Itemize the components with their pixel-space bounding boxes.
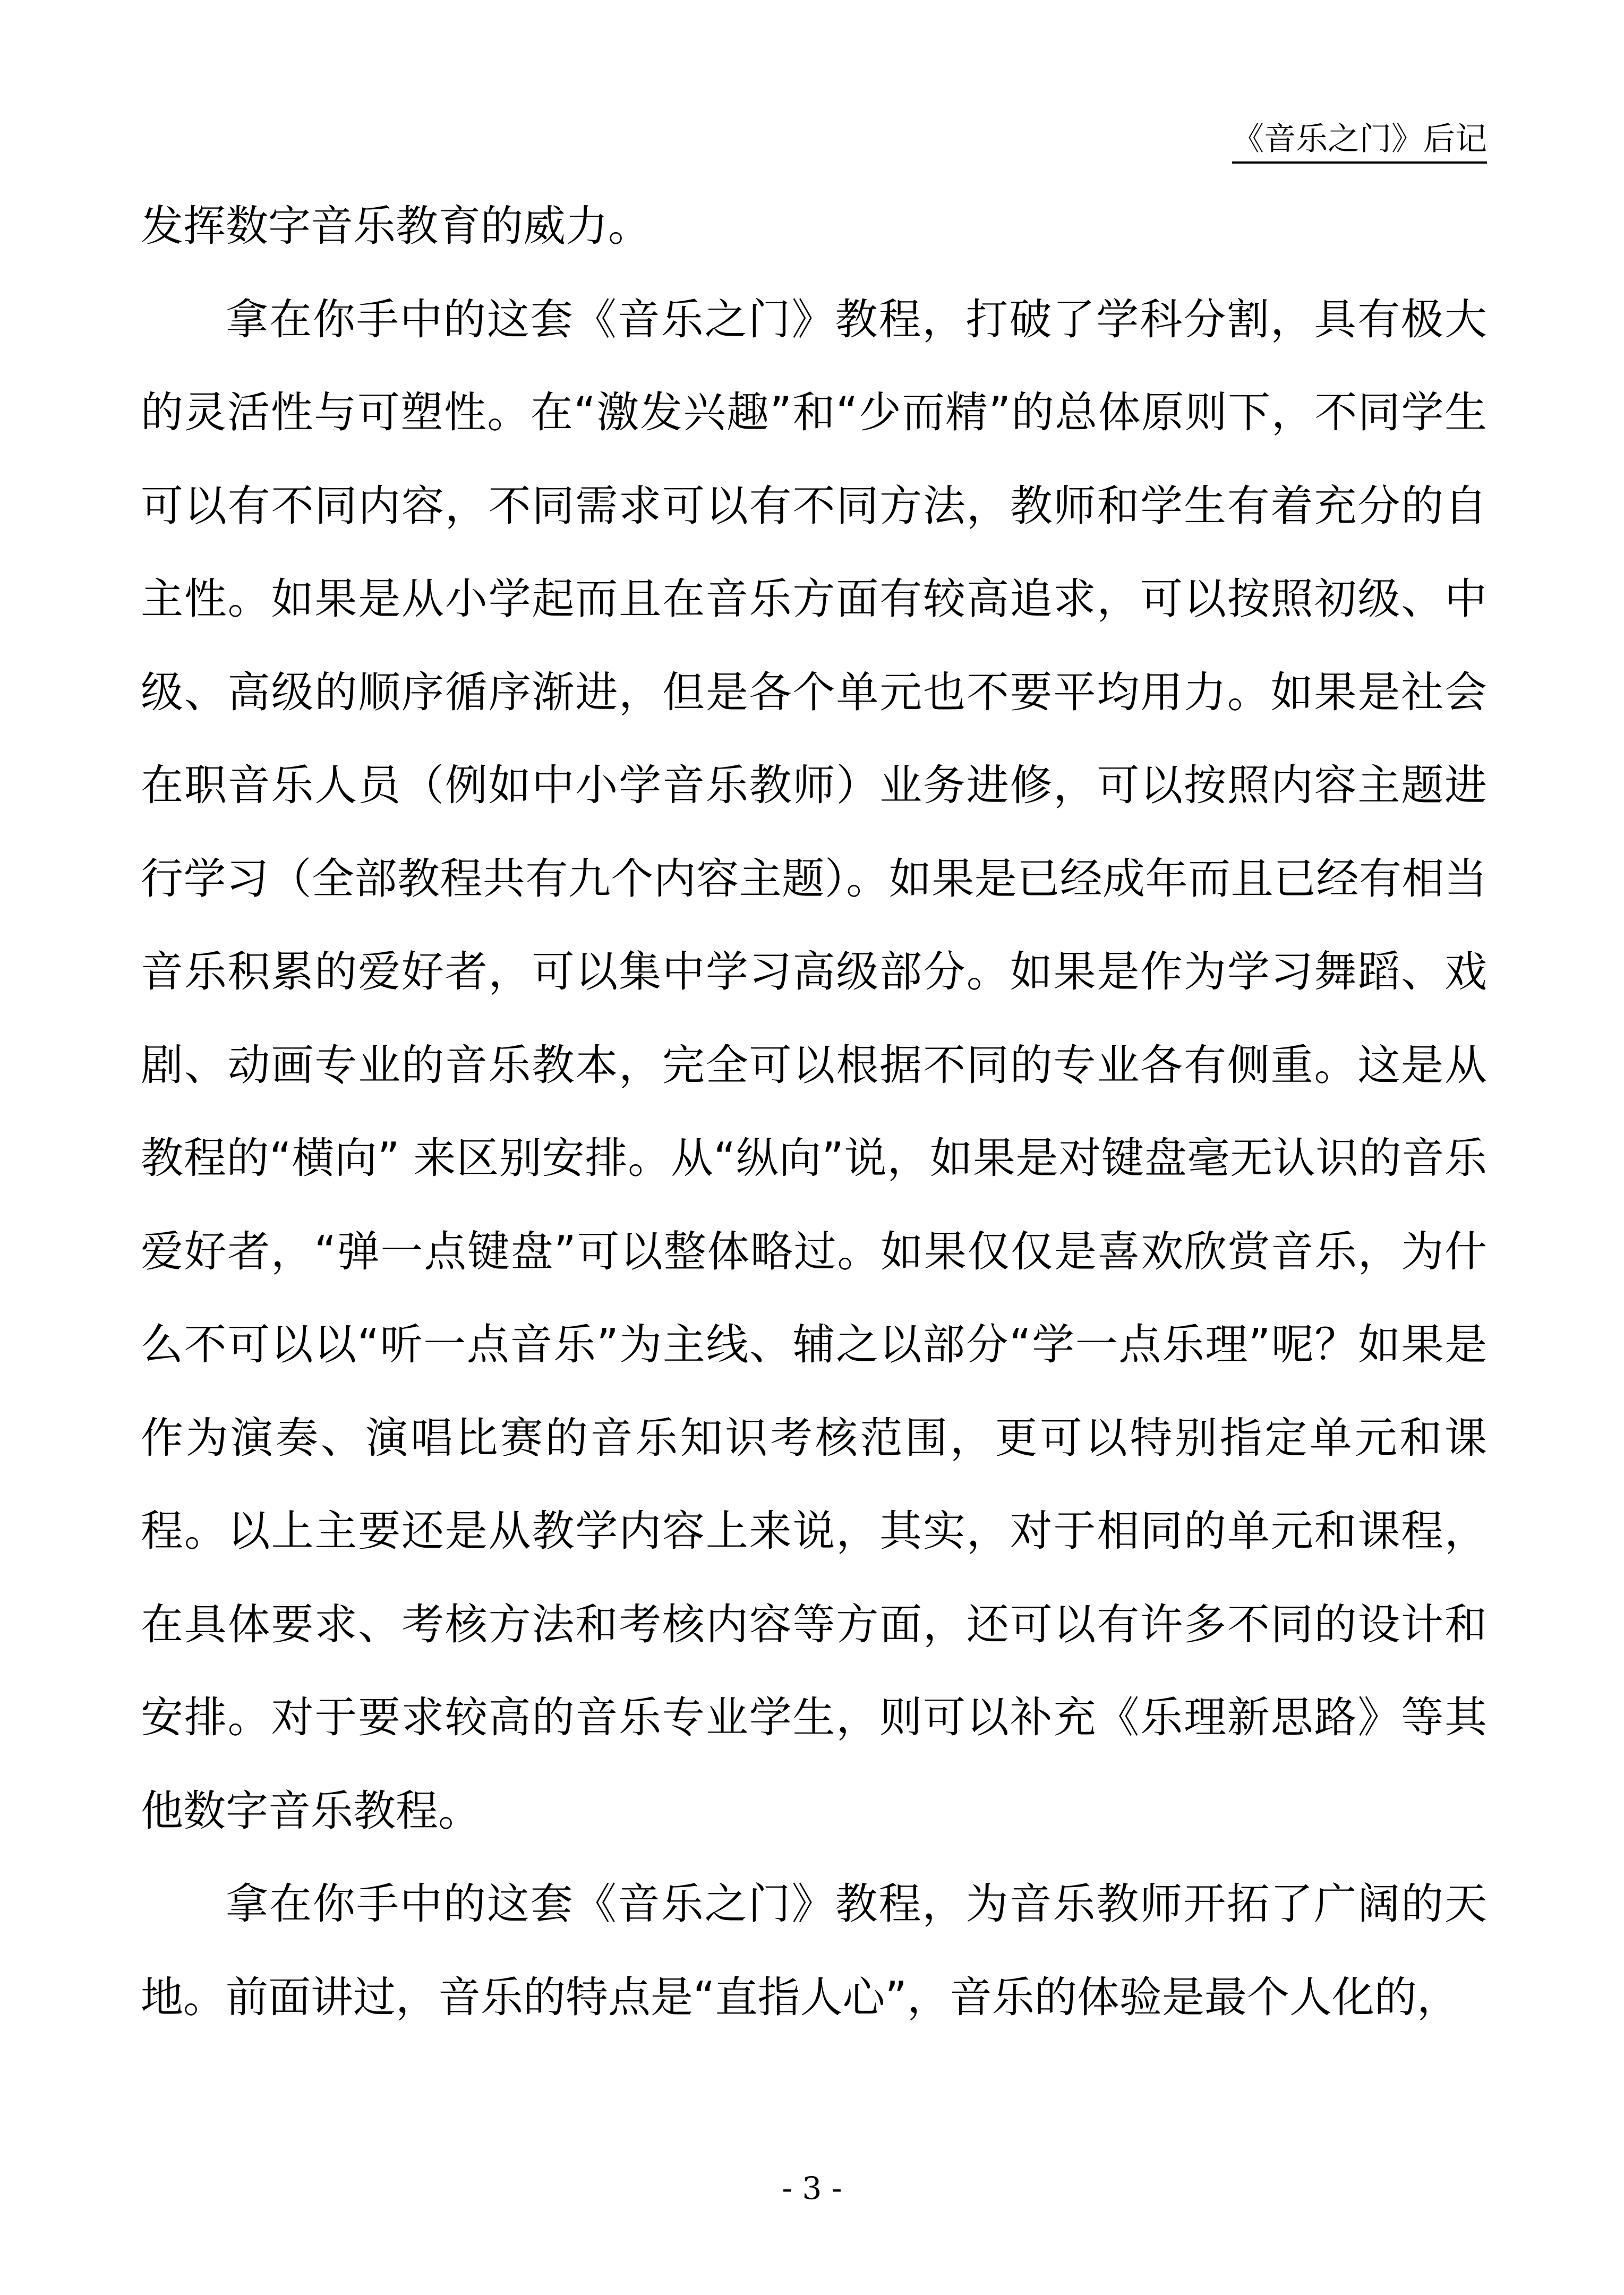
paragraph-flexibility: 拿在你手中的这套《音乐之门》教程，打破了学科分割，具有极大的灵活性与可塑性。在“激发兴趣”和“少而精”的总体原则下，不同学生可以有不同内容，不同需求可以有不同方法，教师和学生有着充分的自主性。如果是从小学起而且在音乐方面有较高追求，可以按照初级、中级、高级的顺序循序渐进，但是各个单元也不要平均用力。如果是社会在职音乐人员（例如中小学音乐教师）业务进修，可以按照内容主题进行学习（全部教程共有九个内容主题）。如果是已经成年而且已经有相当音乐积累的爱好者，可以集中学习高级部分。如果是作为学习舞蹈、戏剧、动画专业的音乐教本，完全可以根据不同的专业各有侧重。这是从教程的“横向” 来区别安排。从“纵向”说，如果是对键盘毫无认识的音乐爱好者，“弹一点键盘”可以整体略过。如果仅仅是喜欢欣赏音乐，为什么不可以以“听一点音乐”为主线、辅之以部分“学一点乐理”呢？如果是作为演奏、演唱比赛的音乐知识考核范围，更可以特别指定单元和课程。以上主要还是从教学内容上来说，其实，对于相同的单元和课程，在具体要求、考核方法和考核内容等方面，还可以有许多不同的设计和安排。对于要求较高的音乐专业学生，则可以补充《乐理新思路》等其他数字音乐教程。 — [141, 294, 1487, 1836]
paragraph-continuation: 发挥数字音乐教育的威力。 — [141, 201, 651, 251]
paragraph-teachers: 拿在你手中的这套《音乐之门》教程，为音乐教师开拓了广阔的天地。前面讲过，音乐的特点是“直指人心”，音乐的体验是最个人化的， — [141, 1879, 1487, 2022]
document-body — [141, 180, 1487, 2044]
running-header: 《音乐之门》后记 — [1232, 118, 1487, 164]
page-number: - 3 - — [782, 2170, 842, 2206]
